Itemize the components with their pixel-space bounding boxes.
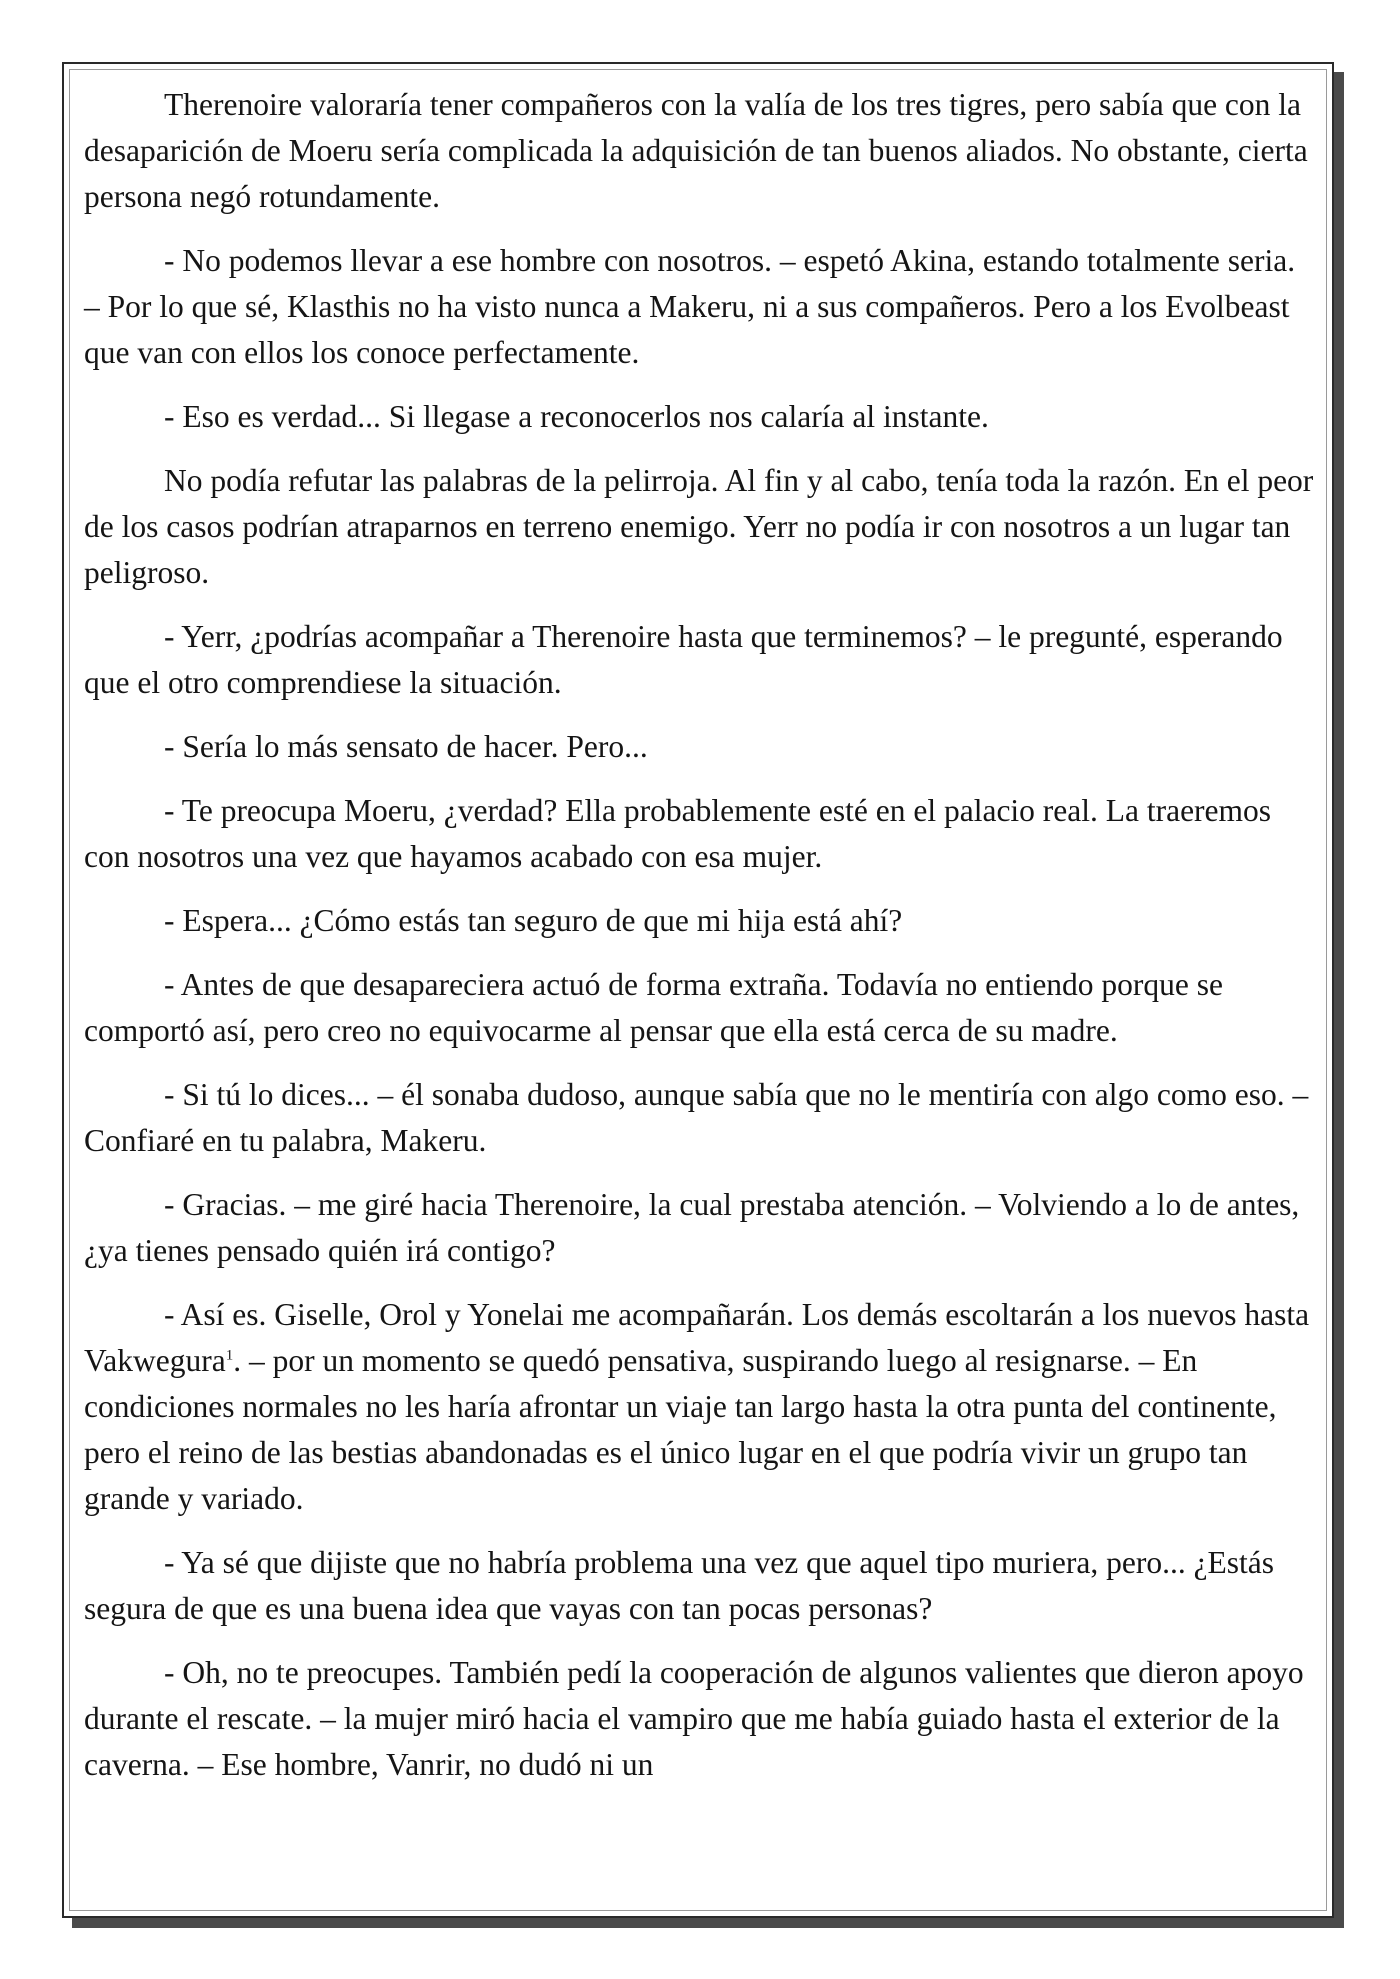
paragraph-text-after-footnote: . – por un momento se quedó pensativa, suspirando luego al resignarse. – En condiciones normales no les haría afrontar un viaje tan largo hasta la otra punta del continente, pero el reino de las bestias abandonadas es el único lugar en el que podría vivir un grupo tan grande y variado. xyxy=(84,1343,1277,1516)
paragraph: - Te preocupa Moeru, ¿verdad? Ella probablemente esté en el palacio real. La traeremos con nosotros una vez que hayamos acabado con esa mujer. xyxy=(84,793,1272,874)
paragraph: - Yerr, ¿podrías acompañar a Therenoire hasta que terminemos? – le pregunté, esperando que el otro comprendiese la situación. xyxy=(84,619,1283,700)
paragraph: - Oh, no te preocupes. También pedí la cooperación de algunos valientes que dieron apoyo durante el rescate. – la mujer miró hacia el vampiro que me había guiado hasta el exterior de la caverna. – Ese hombre, Vanrir, no dudó ni un xyxy=(84,1655,1304,1782)
paragraph: Therenoire valoraría tener compañeros con la valía de los tres tigres, pero sabía que con la desaparición de Moeru sería complicada la adquisición de tan buenos aliados. No obstante, cierta persona negó rotundamente. xyxy=(84,87,1308,214)
paragraph: - Sería lo más sensato de hacer. Pero... xyxy=(164,729,648,764)
paragraph: No podía refutar las palabras de la pelirroja. Al fin y al cabo, tenía toda la razón. En el peor de los casos podrían atraparnos en terreno enemigo. Yerr no podía ir con nosotros a un lugar tan peligroso. xyxy=(84,463,1314,590)
page-frame xyxy=(62,62,1334,1918)
footnote-marker: 1 xyxy=(225,1347,234,1364)
paragraph-text-before-footnote: - Así es. Giselle, Orol y Yonelai me acompañarán. Los demás escoltarán a los nuevos hasta Vakwegura xyxy=(84,1297,1310,1378)
paragraph: - No podemos llevar a ese hombre con nosotros. – espetó Akina, estando totalmente seria. – Por lo que sé, Klasthis no ha visto nunca a Makeru, ni a sus compañeros. Pero a los Evolbeast que van con ellos los conoce perfectamente. xyxy=(84,243,1296,370)
paragraph: - Gracias. – me giré hacia Therenoire, la cual prestaba atención. – Volviendo a lo de antes, ¿ya tienes pensado quién irá contigo? xyxy=(84,1187,1300,1268)
paragraph xyxy=(84,1292,1318,1522)
paragraph: - Eso es verdad... Si llegase a reconocerlos nos calaría al instante. xyxy=(164,399,989,434)
paragraph: - Antes de que desapareciera actuó de forma extraña. Todavía no entiendo porque se comportó así, pero creo no equivocarme al pensar que ella está cerca de su madre. xyxy=(84,967,1224,1048)
text-body xyxy=(84,82,1318,1806)
paragraph: - Ya sé que dijiste que no habría problema una vez que aquel tipo muriera, pero... ¿Estás segura de que es una buena idea que vayas con tan pocas personas? xyxy=(84,1545,1275,1626)
paragraph: - Si tú lo dices... – él sonaba dudoso, aunque sabía que no le mentiría con algo como eso. – Confiaré en tu palabra, Makeru. xyxy=(84,1077,1309,1158)
paragraph: - Espera... ¿Cómo estás tan seguro de que mi hija está ahí? xyxy=(164,903,903,938)
